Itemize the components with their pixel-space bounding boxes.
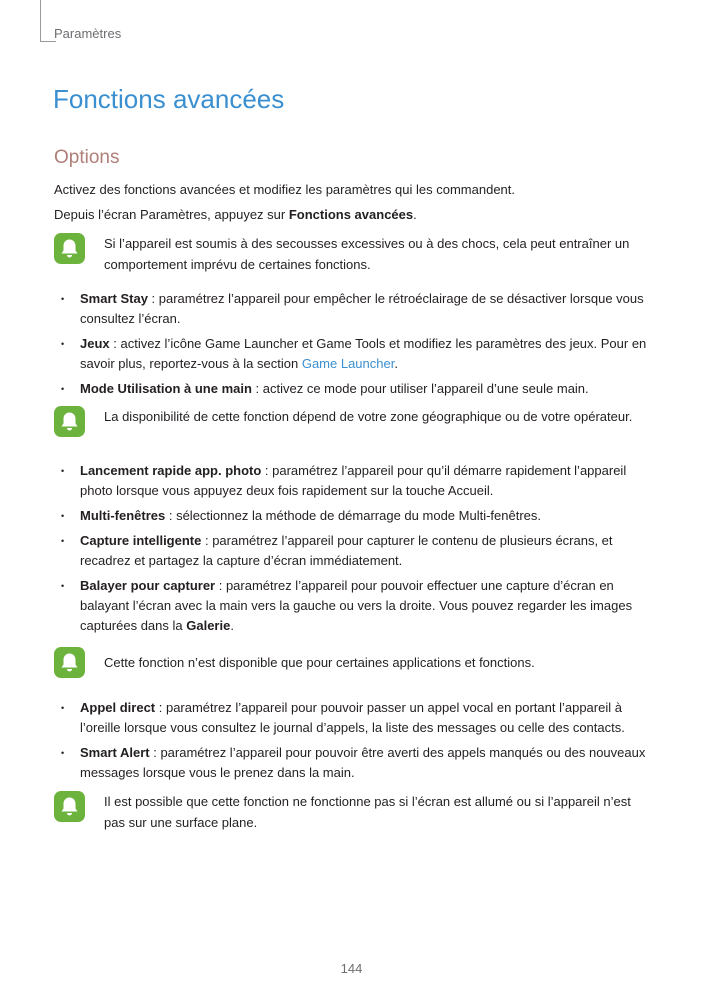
list-item [54, 576, 650, 636]
instruction-prefix: Depuis l’écran Paramètres, appuyez sur [54, 207, 289, 222]
game-launcher-link[interactable]: Game Launcher [301, 356, 395, 371]
list-item [54, 334, 650, 374]
list-item [54, 506, 650, 526]
note-text: Cette fonction n’est disponible que pour certaines applications et fonctions. [104, 655, 535, 670]
item-desc: : activez ce mode pour utiliser l’appareil d’une seule main. [251, 381, 589, 396]
item-term: Balayer pour capturer [80, 578, 216, 593]
list-item [54, 289, 650, 329]
section-subtitle: Options [54, 147, 120, 168]
note-block [54, 233, 648, 275]
item-after-link: . [394, 356, 398, 371]
item-desc: : paramétrez l’appareil pour qu’il démarre rapidement l’appareil photo lorsque vous appuyez deux fois rapidement sur la touche Accueil. [80, 463, 627, 498]
feature-list [54, 461, 650, 641]
bell-icon [54, 647, 85, 678]
item-after-bold: . [230, 618, 234, 633]
item-desc: : activez l’icône Game Launcher et Game Tools et modifiez les paramètres des jeux. Pour en savoir plus, reportez-vous à la section [80, 336, 647, 371]
page-title: Fonctions avancées [53, 84, 285, 114]
item-term: Capture intelligente [80, 533, 202, 548]
item-term: Appel direct [80, 700, 156, 715]
running-header: Paramètres [54, 26, 122, 41]
instruction-bold: Fonctions avancées [288, 207, 414, 222]
list-item [54, 743, 650, 783]
item-desc: : paramétrez l’appareil pour empêcher le rétroéclairage de se désactiver lorsque vous consultez l’écran. [80, 291, 644, 326]
item-desc: : paramétrez l’appareil pour pouvoir passer un appel vocal en portant l’appareil à l’oreille lorsque vous consultez le journal d’appels, la liste des messages ou celle des contacts. [80, 700, 625, 735]
list-item [54, 531, 650, 571]
list-item [54, 698, 650, 738]
item-desc: : paramétrez l’appareil pour pouvoir être averti des appels manqués ou des nouveaux messages lorsque vous le prenez dans la main. [80, 745, 646, 780]
note-text: La disponibilité de cette fonction dépend de votre zone géographique ou de votre opérateur. [104, 409, 633, 424]
note-block [54, 791, 648, 833]
item-desc: : sélectionnez la méthode de démarrage du mode Multi-fenêtres. [165, 508, 541, 523]
feature-list [54, 289, 650, 404]
item-term: Smart Stay [80, 291, 148, 306]
feature-list [54, 698, 650, 788]
bell-icon [54, 406, 85, 437]
note-block [54, 647, 648, 673]
item-term: Smart Alert [80, 745, 150, 760]
item-desc: : paramétrez l’appareil pour pouvoir effectuer une capture d’écran en balayant l’écran avec la main vers la gauche ou vers la droite. Vous pouvez regarder les images capturées dans la [80, 578, 633, 633]
item-term: Multi-fenêtres [80, 508, 166, 523]
bell-icon [54, 791, 85, 822]
note-text: Si l’appareil est soumis à des secousses excessives ou à des chocs, cela peut entraîner un comportement imprévu de certaines fonctions. [104, 236, 630, 272]
list-item [54, 379, 650, 399]
corner-mark-vertical [40, 0, 41, 42]
page-number: 144 [340, 961, 363, 976]
note-block [54, 406, 648, 427]
item-term: Mode Utilisation à une main [80, 381, 252, 396]
item-term: Lancement rapide app. photo [80, 463, 262, 478]
instruction-suffix: . [413, 207, 417, 222]
item-desc: : paramétrez l’appareil pour capturer le contenu de plusieurs écrans, et recadrez et partagez la capture d’écran immédiatement. [80, 533, 613, 568]
item-bold-app: Galerie [186, 618, 231, 633]
instruction-text [54, 205, 654, 225]
bell-icon [54, 233, 85, 264]
corner-mark-horizontal [40, 41, 56, 42]
intro-text: Activez des fonctions avancées et modifiez les paramètres qui les commandent. [54, 182, 516, 197]
note-text: Il est possible que cette fonction ne fonctionne pas si l’écran est allumé ou si l’appareil n’est pas sur une surface plane. [104, 794, 631, 830]
list-item [54, 461, 650, 501]
item-term: Jeux [80, 336, 110, 351]
